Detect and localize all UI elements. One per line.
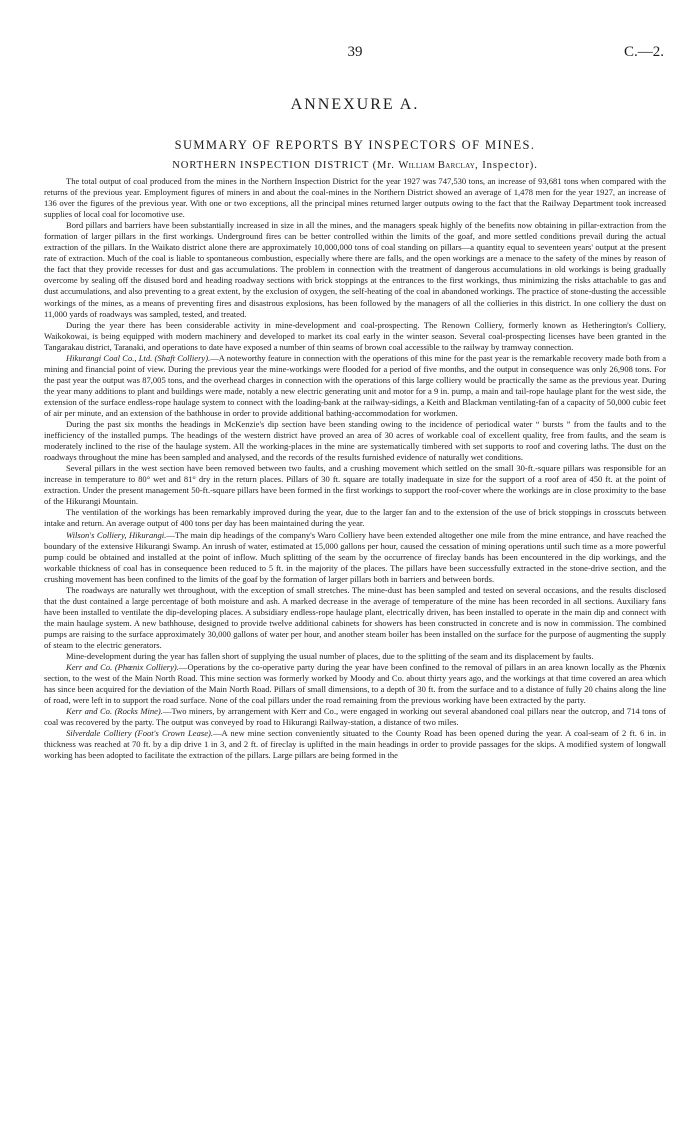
page-header xyxy=(44,44,666,70)
paragraph-lead: Hikurangi Coal Co., Ltd. (Shaft Colliery). xyxy=(66,352,211,363)
paragraph xyxy=(44,353,666,419)
paragraph xyxy=(44,662,666,706)
district-prefix: NORTHERN INSPECTION DISTRICT (Mr. xyxy=(172,160,399,171)
paragraph xyxy=(44,419,666,463)
district-suffix: , Inspector). xyxy=(475,160,538,171)
paragraph-text: During the year there has been considerable activity in mine-development and coal-prospecting. The Renown Colliery, formerly known as Hetherington's Colliery, Waikokowai, is being equipped with modern machinery and developed to market its coal early in the winter season. Several coal-prospecting licenses have been granted in the Tangarakau district, Taranaki, and operations to date have exposed a number of thin seams of brown coal accessible to the railway by tramway connection. xyxy=(44,319,666,352)
page-number: 39 xyxy=(347,44,363,60)
paragraph xyxy=(44,320,666,353)
paragraph-lead: Silverdale Colliery (Foot's Crown Lease). xyxy=(66,728,213,739)
paragraph-text: —The main dip headings of the company's Waro Colliery have been extended altogether one mile from the mine entrance, and have reached the boundary of the extensive Hikurangi Swamp. An inrush of water, estimated at 15,000 gallons per hour, caused the cessation of mining operations until such time as a more powerful pump could be obtained and installed at the point of inflow. Much splitting of the seam by the occurrence of fireclay bands has been encountered in the dip workings, and the workable thickness of coal has in consequence been reduced to 5 ft. in the majority of the places. The pillars have been successfully extracted in the stone-drive section, and the crushing movement has been confined to the limits of the goaf by the formation of larger pillars both in barriers and between bords. xyxy=(44,529,666,584)
paragraph-text: Mine-development during the year has fallen short of supplying the usual number of places, due to the splitting of the seam and its displacement by faults. xyxy=(66,651,594,662)
inspector-name: William Barclay xyxy=(398,160,476,171)
paragraph-text: Several pillars in the west section have been removed between two faults, and a crushing movement which settled on the small 30-ft.-square pillars was responsible for an increase in temperature to 80° wet and 81° dry in the return places. Pillars of 30 ft. square are totally inadequate in size for the support of a roof area of 450 ft. at the point of extraction. Under the present management 50-ft.-square pillars have been formed in the first workings to support the roof-cover where the workings are in close proximity to the base of the Hikurangi Mountain. xyxy=(44,463,666,507)
report-body xyxy=(44,176,666,761)
paragraph xyxy=(44,585,666,651)
paragraph xyxy=(44,728,666,761)
paragraph-lead: Wilson's Colliery, Hikurangi. xyxy=(66,529,167,540)
paragraph xyxy=(44,463,666,507)
paragraph-text: The ventilation of the workings has been remarkably improved during the year, due to the larger fan and to the extension of the use of brick stoppings in crosscuts between intake and return. An average output of 400 tons per day has been maintained during the year. xyxy=(44,507,666,529)
paragraph-text: —Operations by the co-operative party during the year have been confined to the removal of pillars in an area known locally as the Phœnix section, to the west of the Main North Road. This mine section was formerly worked by Moody and Co. about thirty years ago, and the workings at that time covered an area which has since been acquired for the deviation of the Main North Road. Pillars of small dimensions, to a depth of 30 ft. from the surface and to a distance of fully 20 chains along the line of road, were left in to support the road surface. None of the coal pillars under the road remaining from the previous working have been extracted by the party. xyxy=(44,662,666,706)
paragraph-lead: Kerr and Co. (Phœnix Colliery). xyxy=(66,662,179,673)
paragraph xyxy=(44,176,666,220)
paragraph xyxy=(44,507,666,529)
paragraph xyxy=(44,530,666,585)
paragraph xyxy=(44,220,666,319)
paragraph-lead: Kerr and Co. (Rocks Mine). xyxy=(66,706,163,717)
paragraph-text: —Two miners, by arrangement with Kerr and Co., were engaged in working out several abandoned coal pillars near the outcrop, and 714 tons of coal was recovered by the party. The output was conveyed by road to Hikurangi Railway-station, a distance of two miles. xyxy=(44,706,666,728)
paragraph-text: During the past six months the headings in McKenzie's dip section have been standing owing to the incidence of periodical water “ bursts ” from the faults and to the inefficiency of the installed pumps. The headings of the western district have proved an area of 30 acres of workable coal of excellent quality, free from faults, and the seam is moderately inclined to the rise of the haulage system. All the working-places in the mine are systematically timbered with set supports to roof and covering laths. The dust on the roadways throughout the mine has been sampled and analysed, and the records of the results furnished evidence of naturally wet conditions. xyxy=(44,419,666,463)
paragraph xyxy=(44,651,666,662)
series-code: C.—2. xyxy=(623,44,664,60)
paragraph-text: The total output of coal produced from the mines in the Northern Inspection District for the year 1927 was 747,530 tons, an increase of 93,681 tons when compared with the returns of the previous year. Employment figures of miners in and about the coal-mines in the Northern District showed an average of 1,478 men for the year 1927, an increase of 136 over the figures of the previous year. With one or two exceptions, all the principal mines returned larger outputs owing to the fact that the Railway Department took increased supplies of local coal for locomotive use. xyxy=(44,176,666,220)
paragraph-text: Bord pillars and barriers have been substantially increased in size in all the mines, and the managers speak highly of the benefits now obtaining in pillar-extraction from the formation of larger pillars in the first workings. Underground fires can be better controlled within the limits of the goaf, and more settled conditions prevail during the actual extraction of the pillars. In the Waikato district alone there are approximately 10,000,000 tons of coal standing on pillars—a quantity equal to seventeen years' output at the present rate of extraction. Much of the coal is liable to spontaneous combustion, especially where there are falls, and the open workings are a menace to the safety of the mines by reason of the fact that they provide recesses for dust and gas accumulations. The problem in connection with the treatment of dangerous accumulations in old workings is being gradually overcome by sealing off the disused bord and heading roadway sections with brick stoppings at the entrances to the first workings, thus minimizing the risks attachable to gas and dust accumulations, and also preventing to a great extent, by the exclusion of oxygen, the self-heating of the coal in abandoned workings. The practice of stone-dusting the accessible workings of the mines, as a means of preventing fires and disastrous explosions, has been followed by the managers of all the collieries in this district. In one colliery the dust on 11,000 yards of roadways was sampled, tested, and treated. xyxy=(44,220,666,319)
paragraph-text: —A noteworthy feature in connection with the operations of this mine for the past year is the remarkable recovery made both from a mining and financial point of view. During the previous year the mine-workings were flooded for a period of five months, and the output in consequence was only 26,908 tons. For the past year the output was 87,005 tons, and the overhead charges in connection with the operations of this large colliery would be practically the same as the previous year. During the year many additions to plant and buildings were made, notably a new electric generating unit and motor for a 9 in. pump, a main and tail-rope haulage plant for the west side, the extension of the surface endless-rope haulage system to connect with the loading-bank at the railway-sidings, a Keith and Blackman ventilating-fan of a capacity of 50,000 cubic feet of air per minute, and an extension of the bathhouse in order to provide additional bathing-accommodation for workmen. xyxy=(44,352,666,418)
district-heading xyxy=(44,160,666,171)
paragraph-text: The roadways are naturally wet throughout, with the exception of small stretches. The mine-dust has been sampled and tested on several occasions, and the results disclosed that the dust contained a large percentage of both moisture and ash. A marked decrease in the average of temperature of the mine has been recorded in all sections. Auxiliary fans have been installed to ventilate the dip-developing places. A subsidiary endless-rope haulage plant, electrically driven, has been installed to operate in the main dip and connect with the main haulage system. A new bathhouse, designed to provide twelve additional cabinets for showers has been constructed in concrete and is now in commission. The combined pumps are raising to the surface approximately 30,000 gallons of water per hour, and another steam boiler has been installed on the surface for the purpose of augmenting the supply of steam to the electric generators. xyxy=(44,584,666,650)
summary-title: SUMMARY OF REPORTS BY INSPECTORS OF MINES. xyxy=(174,138,536,152)
paragraph-text: —A new mine section conveniently situated to the County Road has been opened during the year. A coal-seam of 2 ft. 6 in. in thickness was reached at 70 ft. by a dip drive 1 in 3, and 2 ft. of fireclay is uplifted in the main headings in order to provide passages for the skips. A modified system of longwall working has been adopted to facilitate the extraction of the pillars. Large pillars are being formed in the xyxy=(44,728,666,761)
paragraph xyxy=(44,706,666,728)
annexure-title: ANNEXURE A. xyxy=(290,96,420,113)
